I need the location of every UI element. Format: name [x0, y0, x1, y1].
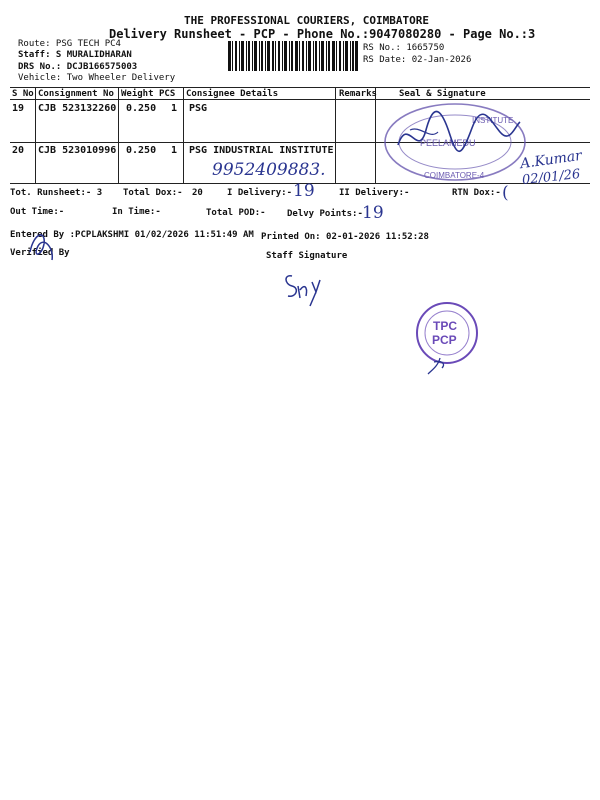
- verified-signature-scribble: [24, 226, 64, 262]
- header-weight: Weight: [121, 89, 154, 99]
- institute-seal-stamp: [380, 100, 530, 185]
- handwritten-delvy-points: 19: [362, 203, 384, 223]
- rtn-dox-label: RTN Dox:-: [452, 188, 501, 198]
- out-time-label: Out Time:-: [10, 207, 65, 217]
- vehicle-info: Vehicle: Two Wheeler Delivery: [18, 73, 176, 83]
- i-delivery-label: I Delivery:-: [227, 188, 293, 198]
- ii-delivery-label: II Delivery:-: [339, 188, 410, 198]
- row-consignment: CJB 523132260: [38, 103, 117, 114]
- header-sno: S No: [12, 89, 34, 99]
- column-divider: [183, 87, 184, 183]
- handwritten-phone: 9952409883.: [212, 160, 326, 180]
- header-remarks: Remarks: [339, 89, 377, 99]
- total-runsheet: Tot. Runsheet:- 3: [10, 188, 103, 198]
- row-consignment: CJB 523010996: [38, 145, 117, 156]
- header-pcs: PCS: [159, 89, 176, 99]
- runsheet-subtitle: Delivery Runsheet - PCP - Phone No.:9047080280 - Page No.:3: [109, 27, 536, 41]
- row-sno: 19: [12, 103, 25, 114]
- total-dox-value: 20: [192, 188, 203, 198]
- handwritten-rtn-dox: (: [502, 183, 509, 203]
- stamp-top-text: INSTITUTE: [472, 116, 514, 125]
- rs-date: RS Date: 02-Jan-2026: [363, 55, 472, 65]
- header-seal-signature: Seal & Signature: [399, 89, 486, 99]
- staff-info: Staff: S MURALIDHARAN: [18, 50, 132, 60]
- handwritten-receiver-name: A.Kumar: [519, 147, 583, 173]
- column-divider: [375, 87, 376, 183]
- route-info: Route: PSG TECH PC4: [18, 39, 121, 49]
- stamp-middle-text: PEELAMEDU: [420, 138, 476, 148]
- column-divider: [118, 87, 119, 183]
- table-top-border: [10, 87, 590, 88]
- handwritten-receiver-date: 02/01/26: [521, 166, 582, 189]
- company-title: THE PROFESSIONAL COURIERS, COIMBATORE: [184, 14, 430, 27]
- row-pcs: 1: [171, 145, 178, 156]
- column-divider: [35, 87, 36, 183]
- staff-signature-label: Staff Signature: [266, 251, 348, 261]
- header-consignee: Consignee Details: [186, 89, 279, 99]
- handwritten-i-delivery: 19: [293, 181, 315, 201]
- stamp-bottom-text: COIMBATORE-4: [424, 171, 485, 180]
- row-sno: 20: [12, 145, 25, 156]
- printed-on: Printed On: 02-01-2026 11:52:28: [261, 232, 429, 242]
- row-consignee: PSG INDUSTRIAL INSTITUTE: [189, 145, 334, 156]
- total-dox-label: Total Dox:-: [123, 188, 183, 198]
- header-consignment: Consignment No: [38, 89, 114, 99]
- tpc-stamp-line1: TPC: [433, 319, 457, 333]
- tpc-stamp-line2: PCP: [432, 333, 457, 347]
- entered-by: Entered By :PCPLAKSHMI 01/02/2026 11:51:49 AM: [10, 230, 254, 240]
- row-weight: 0.250: [126, 145, 157, 156]
- row-pcs: 1: [171, 103, 178, 114]
- barcode: [228, 41, 358, 71]
- drs-info: DRS No.: DCJB166575003: [18, 62, 138, 72]
- verified-by: Verified By: [10, 248, 70, 258]
- in-time-label: In Time:-: [112, 207, 161, 217]
- row-weight: 0.250: [126, 103, 157, 114]
- row-consignee: PSG: [189, 103, 208, 114]
- total-pod-label: Total POD:-: [206, 208, 266, 218]
- staff-signature: [282, 268, 332, 308]
- rs-number: RS No.: 1665750: [363, 43, 445, 53]
- delvy-points-label: Delvy Points:-: [287, 209, 363, 219]
- tpc-round-stamp: [412, 300, 482, 376]
- column-divider: [335, 87, 336, 183]
